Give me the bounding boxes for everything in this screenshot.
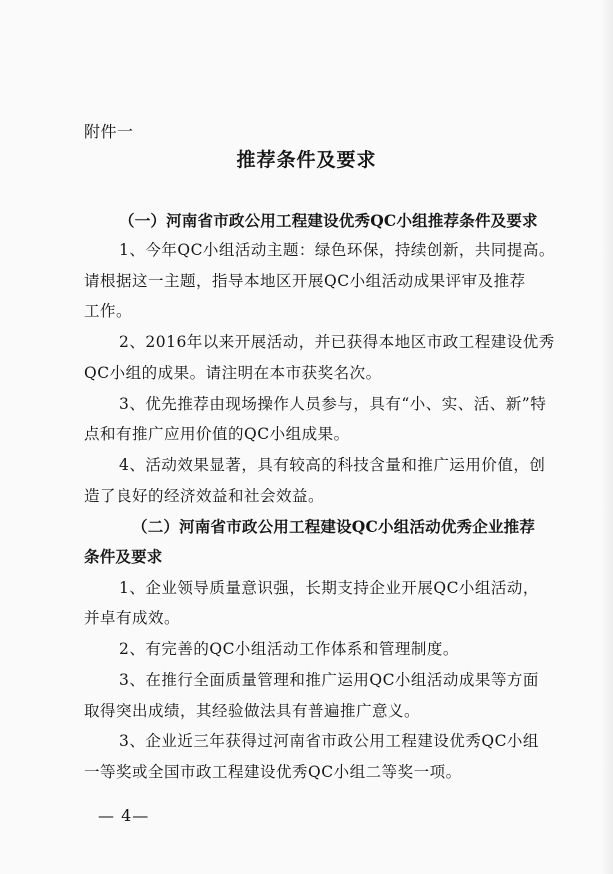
section2-line: 1、企业领导质量意识强，长期支持企业开展QC小组活动， [119,579,539,597]
section2-line: 一等奖或全国市政工程建设优秀QC小组二等奖一项。 [84,763,462,781]
section2-line: 2、有完善的QC小组活动工作体系和管理制度。 [119,640,459,658]
section1-line: 工作。 [84,302,133,320]
section1-line: 1、今年QC小组活动主题：绿色环保，持续创新，共同提高。 [119,241,555,259]
section1-heading: （一）河南省市政公用工程建设优秀QC小组推荐条件及要求 [119,211,538,230]
scan-shadow [601,0,613,874]
section1-line: 3、优先推荐由现场操作人员参与，具有“小、实、活、新”特 [119,395,547,413]
section2-heading: （二）河南省市政公用工程建设QC小组活动优秀企业推荐 [132,517,536,536]
section1-line: 2、2016年以来开展活动，并已获得本地区市政工程建设优秀 [119,333,555,351]
page-number: — 4— [98,806,150,825]
document-title: 推荐条件及要求 [236,149,377,171]
section2-line: 取得突出成绩，其经验做法具有普遍推广意义。 [84,702,421,720]
section1-line: 4、活动效果显著，具有较高的科技含量和推广运用价值，创 [119,456,546,474]
section1-line: 点和有推广应用价值的QC小组成果。 [84,425,350,443]
annex-label: 附件一 [84,122,134,141]
section2-heading: 条件及要求 [84,547,163,566]
section2-line: 并卓有成效。 [84,609,181,627]
section1-line: QC小组的成果。请注明在本市获奖名次。 [84,364,382,382]
section1-line: 请根据这一主题，指导本地区开展QC小组活动成果评审及推荐 [84,272,526,290]
section2-line: 3、企业近三年获得过河南省市政公用工程建设优秀QC小组 [119,732,539,750]
section2-line: 3、在推行全面质量管理和推广运用QC小组活动成果等方面 [119,671,539,689]
section1-line: 造了良好的经济效益和社会效益。 [84,487,325,505]
